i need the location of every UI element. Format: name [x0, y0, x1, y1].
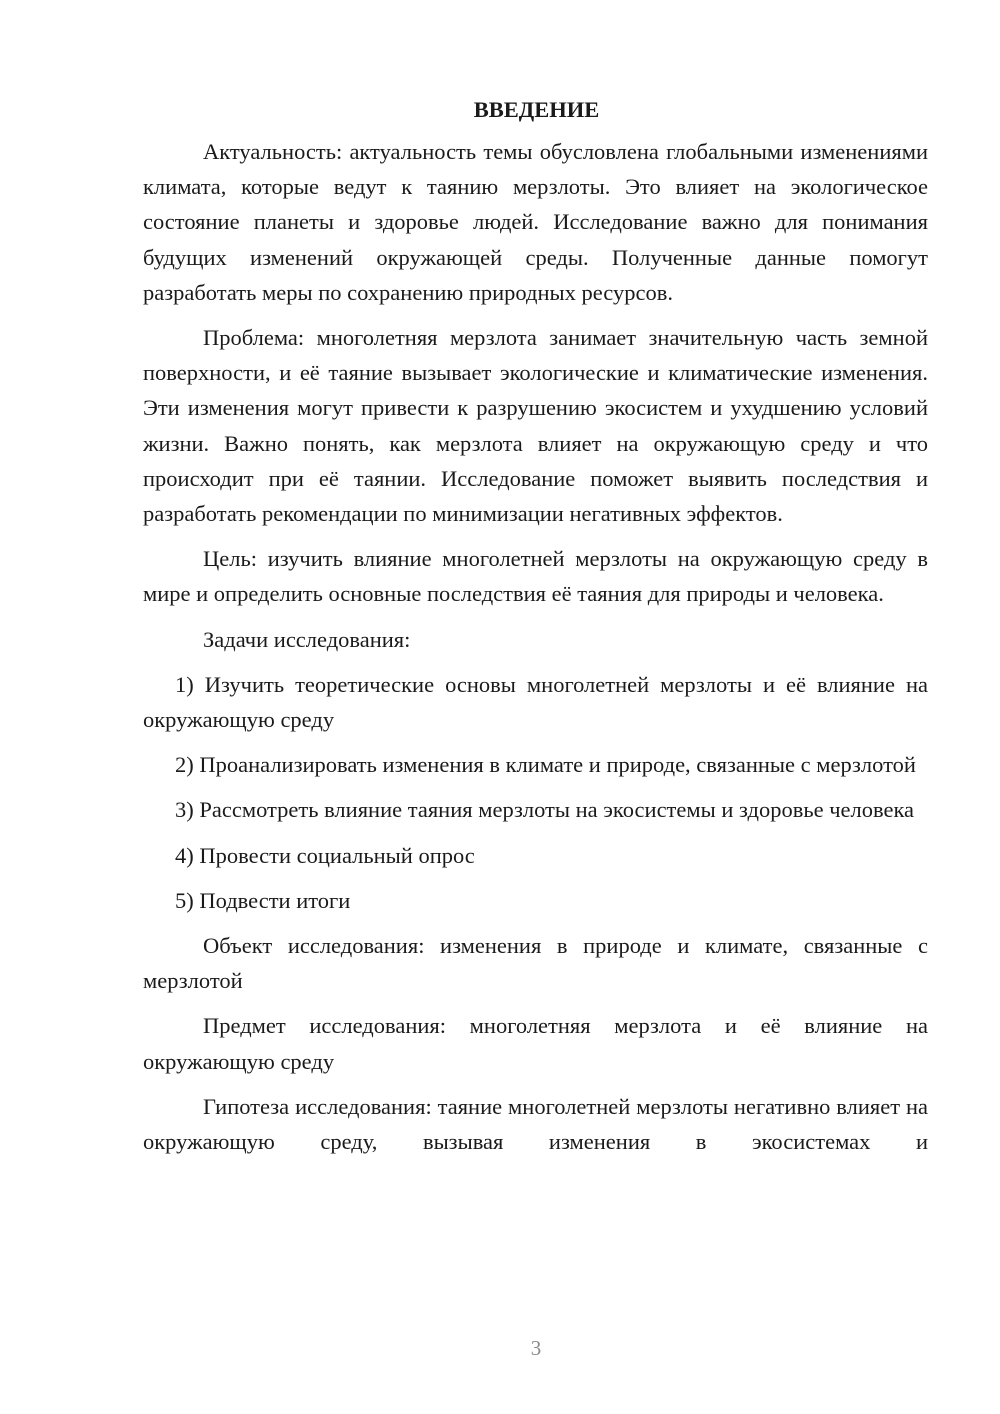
paragraph-object: Объект исследования: изменения в природе и климате, связанные с мерзлотой: [143, 933, 928, 994]
paragraph-hypothesis: Гипотеза исследования: таяние многолетней мерзлоты негативно влияет на окружающую среду, вызывая изменения в экосистемах и: [143, 1093, 928, 1155]
task-item-4: 4) Провести социальный опрос: [175, 842, 475, 868]
task-item-1: 1) Изучить теоретические основы многолетней мерзлоты и её влияние на окружающую среду: [143, 671, 928, 733]
page-content: [143, 92, 928, 1159]
page-number: 3: [530, 1336, 542, 1360]
task-item-5: 5) Подвести итоги: [175, 887, 351, 913]
tasks-heading: Задачи исследования:: [203, 626, 411, 652]
paragraph-subject: Предмет исследования: многолетняя мерзлота и её влияние на окружающую среду: [143, 1013, 928, 1074]
paragraph-relevance: Актуальность: актуальность темы обусловлена глобальными изменениями климата, которые ведут к таянию мерзлоты. Это влияет на экологическое состояние планеты и здоровье людей. Исследование важно для понимания будущих изменений окружающей среды. Полученные данные помогут разработать меры по сохранению природных ресурсов.: [143, 139, 928, 305]
paragraph-problem: Проблема: многолетняя мерзлота занимает значительную часть земной поверхности, и её таяние вызывает экологические и климатические изменения. Эти изменения могут привести к разрушению экосистем и ухудшению условий жизни. Важно понять, как мерзлота влияет на окружающую среду и что происходит при её таянии. Исследование поможет выявить последствия и разработать рекомендации по минимизации негативных эффектов.: [143, 325, 928, 527]
paragraph-goal: Цель: изучить влияние многолетней мерзлоты на окружающую среду в мире и определить основные последствия её таяния для природы и человека.: [143, 546, 928, 607]
task-item-2: 2) Проанализировать изменения в климате и природе, связанные с мерзлотой: [175, 752, 916, 778]
page-title: ВВЕДЕНИЕ: [473, 97, 600, 122]
task-item-3: 3) Рассмотреть влияние таяния мерзлоты на экосистемы и здоровье человека: [175, 797, 915, 823]
